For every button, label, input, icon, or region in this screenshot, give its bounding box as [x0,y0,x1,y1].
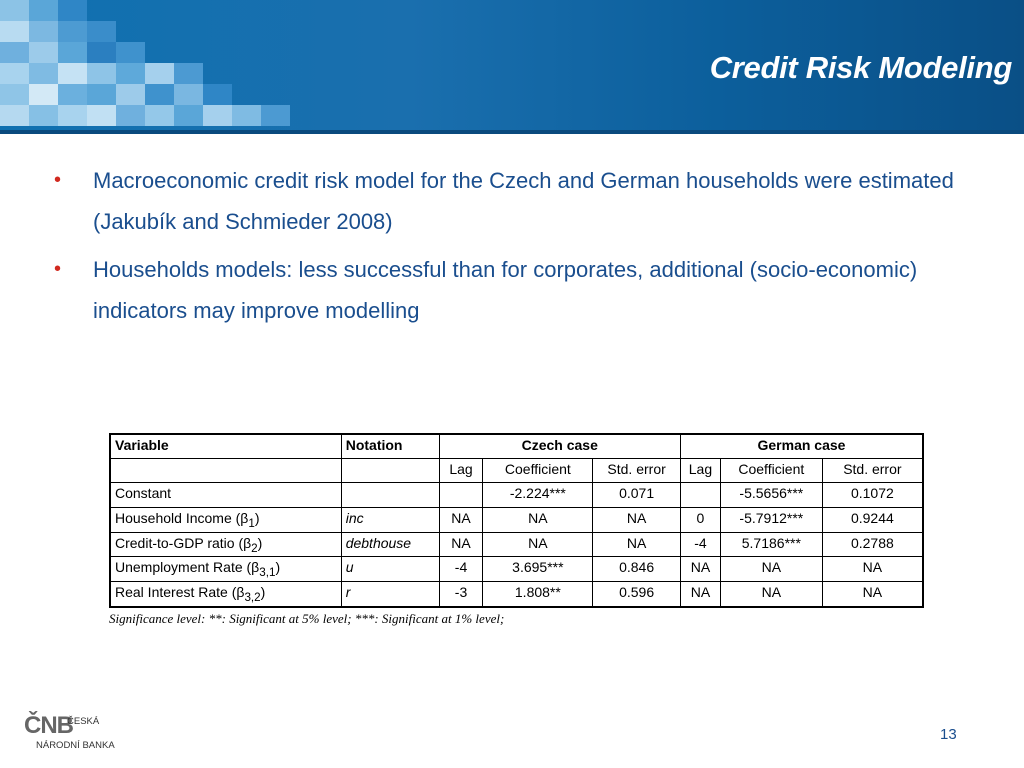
cell-de-lag: -4 [680,532,720,557]
cell-variable: Household Income $(\beta_1)$ [110,507,341,532]
cell-cz-se: 0.596 [593,582,681,607]
cell-notation: u [341,557,439,582]
header-variable: Variable [110,434,341,459]
header-banner [0,0,1024,130]
header-czech-case: Czech case [439,434,680,459]
table-header-row [110,434,923,459]
cell-de-lag: NA [680,582,720,607]
table-row [110,557,923,582]
cell-de-coef: -5.7912*** [720,507,822,532]
cell-notation: inc [341,507,439,532]
cell-variable: Unemployment Rate $(\beta_{3,1})$ [110,557,341,582]
header-notation: Notation [341,434,439,459]
cell-de-se: 0.1072 [822,483,923,508]
cell-cz-se: 0.071 [593,483,681,508]
cell-cz-lag [439,483,483,508]
cell-cz-coef: NA [483,532,593,557]
table-row [110,582,923,607]
cell-de-se: 0.9244 [822,507,923,532]
page-number: 13 [940,726,957,743]
cell-variable: Constant [110,483,341,508]
cell-notation [341,483,439,508]
cell-de-coef: NA [720,557,822,582]
page-title: Credit Risk Modeling [709,50,1012,85]
cell-de-coef: 5.7186*** [720,532,822,557]
cell-variable: Credit-to-GDP ratio $(\beta_2)$ [110,532,341,557]
subheader-lag: Lag [439,459,483,483]
cnb-logo-line2: NÁRODNÍ BANKA [36,740,115,751]
cell-notation: r [341,582,439,607]
subheader-lag: Lag [680,459,720,483]
cell-de-coef: NA [720,582,822,607]
bullet-marker: • [54,169,62,191]
cell-cz-coef: -2.224*** [483,483,593,508]
header-mosaic [0,0,330,130]
cell-de-lag [680,483,720,508]
header-german-case: German case [680,434,923,459]
subheader-coefficient: Coefficient [720,459,822,483]
bullet-text: Households models: less successful than for corporates, additional (socio-economic) indicators may improve modelling [93,257,918,323]
cell-de-coef: -5.5656*** [720,483,822,508]
cell-de-lag: NA [680,557,720,582]
cell-cz-se: NA [593,507,681,532]
cell-cz-se: NA [593,532,681,557]
subheader-std-error: Std. error [822,459,923,483]
subheader-empty [341,459,439,483]
cell-cz-lag: NA [439,507,483,532]
cell-de-se: NA [822,582,923,607]
header-divider [0,130,1024,134]
table-subheader-row [110,459,923,483]
regression-table-container [109,433,924,627]
subheader-coefficient: Coefficient [483,459,593,483]
cell-de-lag: 0 [680,507,720,532]
cell-cz-se: 0.846 [593,557,681,582]
cell-variable: Real Interest Rate $(\beta_{3,2})$ [110,582,341,607]
subheader-empty [110,459,341,483]
bullet-list [54,160,984,338]
cnb-logo-line1: ČESKÁ [67,716,100,727]
cnb-logo-mark: ČNB [24,712,73,739]
bullet-item [54,249,984,331]
cell-de-se: 0.2788 [822,532,923,557]
cell-cz-coef: NA [483,507,593,532]
subheader-std-error: Std. error [593,459,681,483]
table-row [110,483,923,508]
significance-note: Significance level: **: Significant at 5% level; ***: Significant at 1% level; [109,610,505,626]
bullet-marker: • [54,258,62,280]
bullet-item [54,160,984,242]
cnb-logo [24,712,115,751]
regression-table [109,433,924,608]
table-row [110,532,923,557]
cell-cz-lag: -4 [439,557,483,582]
cell-de-se: NA [822,557,923,582]
cell-cz-coef: 1.808** [483,582,593,607]
cell-cz-lag: NA [439,532,483,557]
bullet-text: Macroeconomic credit risk model for the Czech and German households were estimated (Jakubík and Schmieder 2008) [93,168,954,234]
table-row [110,507,923,532]
cell-cz-lag: -3 [439,582,483,607]
cell-notation: debthouse [341,532,439,557]
cell-cz-coef: 3.695*** [483,557,593,582]
